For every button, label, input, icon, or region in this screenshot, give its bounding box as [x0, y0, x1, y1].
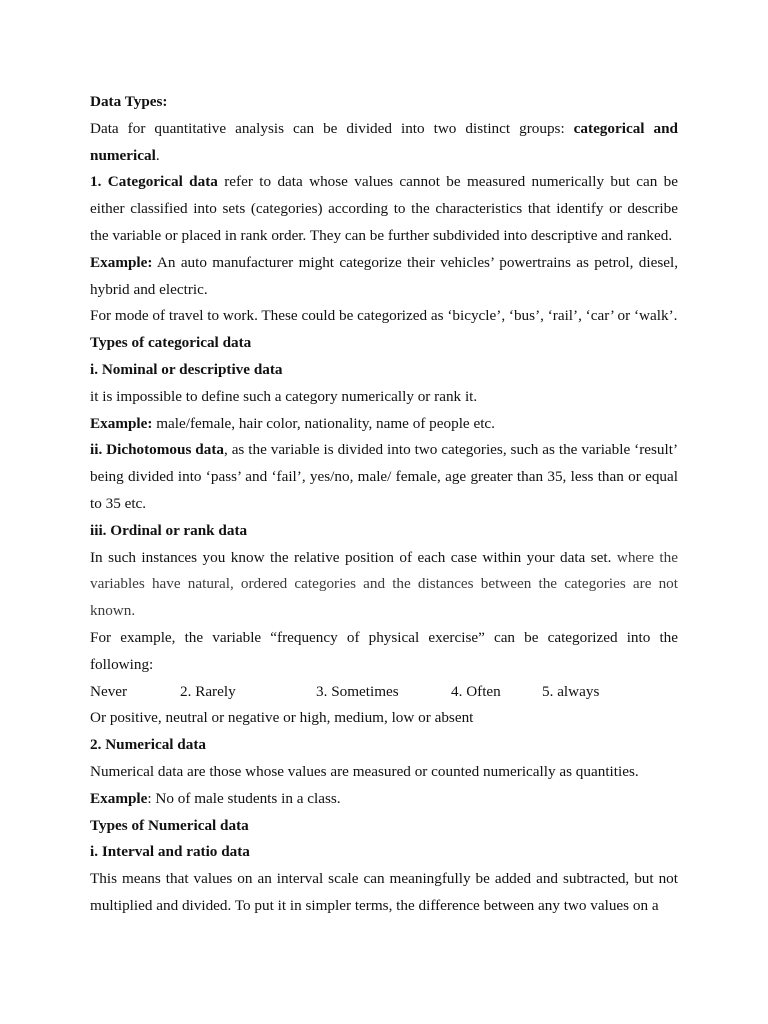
document-page	[90, 89, 678, 920]
ordinal-example: For example, the variable “frequency of physical exercise” can be categorized into the following:	[90, 628, 678, 673]
frequency-scale	[90, 679, 678, 706]
ordinal-alt-text: Or positive, neutral or negative or high, medium, low or absent	[90, 709, 474, 727]
travel-example: For mode of travel to work. These could be categorized as ‘bicycle’, ‘bus’, ‘rail’, ‘car’ or ‘walk’.	[90, 307, 678, 325]
scale-item: 4. Often	[451, 682, 501, 700]
numerical-example: Example: No of male students in a class.	[90, 789, 341, 807]
nominal-text: it is impossible to define such a category numerically or rank it.	[90, 387, 478, 405]
categorical-definition: 1. Categorical data refer to data whose values cannot be measured numerically but can be either classified into sets (categories) according to the characteristics that identify or describe the variable or placed in rank order. They can be further subdivided into descriptive and ranked.	[90, 173, 678, 244]
numerical-text: Numerical data are those whose values are measured or counted numerically as quantities.	[90, 762, 639, 780]
interval-paragraph: This means that values on an interval scale can meaningfully be added and subtracted, but not multiplied and divided. To put it in simpler terms, the difference between any two values on a	[90, 870, 678, 914]
categorical-example: Example: An auto manufacturer might categorize their vehicles’ powertrains as petrol, diesel, hybrid and electric.	[90, 253, 678, 298]
numerical-title: 2. Numerical data	[90, 736, 206, 754]
scale-item: 3. Sometimes	[316, 682, 399, 700]
intro-paragraph: Data for quantitative analysis can be divided into two distinct groups: categorical and numerical.	[90, 119, 678, 164]
scale-item: 5. always	[542, 682, 600, 700]
interval-title: i. Interval and ratio data	[90, 843, 250, 861]
types-numerical-heading: Types of Numerical data	[90, 816, 249, 834]
nominal-example: Example: male/female, hair color, nationality, name of people etc.	[90, 414, 495, 432]
ordinal-title: iii. Ordinal or rank data	[90, 521, 248, 539]
nominal-title: i. Nominal or descriptive data	[90, 360, 283, 378]
dichotomous-paragraph: ii. Dichotomous data, as the variable is divided into two categories, such as the variable ‘result’ being divided into ‘pass’ and ‘fail’, yes/no, male/ female, age greater than 35, less than or equal to 35 etc.	[90, 441, 678, 512]
scale-item: Never	[90, 682, 128, 700]
ordinal-paragraph: In such instances you know the relative position of each case within your data set. where the variables have natural, ordered categories and the distances between the categories are not known.	[90, 548, 678, 620]
scale-item: 2. Rarely	[180, 682, 236, 700]
section-heading: Data Types:	[90, 93, 168, 110]
types-categorical-heading: Types of categorical data	[90, 334, 252, 352]
